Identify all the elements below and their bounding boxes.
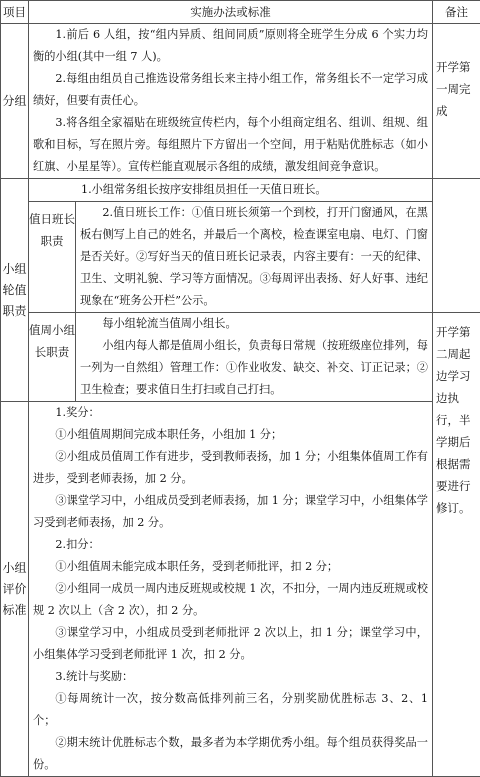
eval-line-6: ①小组值周未能完成本职任务，受到老师批评，扣 2 分； <box>29 556 432 578</box>
week-leader-para-1: 每小组轮流当值周小组长。 <box>76 313 432 335</box>
header-method: 实施办法或标准 <box>29 1 433 24</box>
eval-line-5: 2.扣分： <box>29 534 432 556</box>
grouping-para-3: 3.将各组全家福贴在班级统宣传栏内，每个小组商定组名、组训、组规、组歌和目标，写在照片旁。每组照片下方留出一个空间，用于粘贴优胜标志（如小红旗、小星星等）。宣传栏能直观展示各组的成绩，激发组间竞争意识。 <box>29 112 432 178</box>
grouping-para-1: 1.前后 6 人组，按“组内异质、组间同质”原则将全班学生分成 6 个实力均衡的小组(其中一组 7 人)。 <box>29 24 432 68</box>
evaluation-note: 开学第二周起边学习边执行，半学期后根据需要进行修订。 <box>433 313 480 777</box>
eval-line-10: ①每周统计一次，按分数高低排列前三名，分别奖励优胜标志 3、2、1 个； <box>29 688 432 732</box>
grouping-note: 开学第一周完成 <box>433 24 480 179</box>
week-leader-label: 值周小组长职责 <box>29 313 76 402</box>
eval-line-2: ①小组值周期间完成本职任务，小组加 1 分； <box>29 424 432 446</box>
header-note: 备注 <box>433 1 480 24</box>
eval-line-9: 3.统计与奖励： <box>29 666 432 688</box>
grouping-label: 分组 <box>1 24 29 179</box>
eval-line-1: 1.奖分： <box>29 402 432 424</box>
rotation-label: 小组轮值职责 <box>1 179 29 402</box>
eval-line-11: ②期末统计优胜标志个数，最多者为本学期优秀小组。每个组员获得奖品一份。 <box>29 732 432 776</box>
duty-leader-text: 2.值日班长工作：①值日班长须第一个到校，打开门窗通风，在黑板右侧写上自己的姓名，并最后一个离校，检查课室电扇、电灯、门窗是否关好。②写好当天的值日班长记录表，内容主要有：一天的纪律、卫生、文明礼貌、学习等方面情况。③每周评出表扬、好人好事、违纪现象在“班务公开栏”公示。 <box>76 202 432 312</box>
rotation-intro: 1.小组常务组长按序安排组员担任一天值日班长。 <box>29 179 432 201</box>
grouping-para-2: 2.每组由组员自己推选设常务组长来主持小组工作，常务组长不一定学习成绩好，但要有责任心。 <box>29 68 432 112</box>
eval-line-7: ②小组同一成员一周内违反班规或校规 1 次，不扣分，一周内违反班规或校规 2 次以上（含 2 次），扣 2 分。 <box>29 578 432 622</box>
eval-line-8: ③课堂学习中，小组成员受到老师批评 2 次以上，扣 1 分；课堂学习中，小组集体学习受到老师批评 1 次，扣 2 分。 <box>29 622 432 666</box>
duty-leader-label: 值日班长职责 <box>29 202 76 313</box>
evaluation-label: 小组评价标准 <box>1 402 29 777</box>
rotation-note-empty <box>433 179 480 313</box>
week-leader-para-2: 小组内每人都是值周小组长，负责每日常规（按班级座位排列，每一列为一自然组）管理工作：①作业收发、缺交、补交、订正记录；②卫生检查；要求值日生打扫或自己打扫。 <box>76 335 432 401</box>
eval-line-3: ②小组成员值周工作有进步，受到教师表扬，加 1 分；小组集体值周工作有进步，受到老师表扬，加 2 分。 <box>29 446 432 490</box>
eval-line-4: ③课堂学习中，小组成员受到老师表扬，加 1 分；课堂学习中，小组集体学习受到老师表扬，加 2 分。 <box>29 490 432 534</box>
header-item: 项目 <box>1 1 29 24</box>
